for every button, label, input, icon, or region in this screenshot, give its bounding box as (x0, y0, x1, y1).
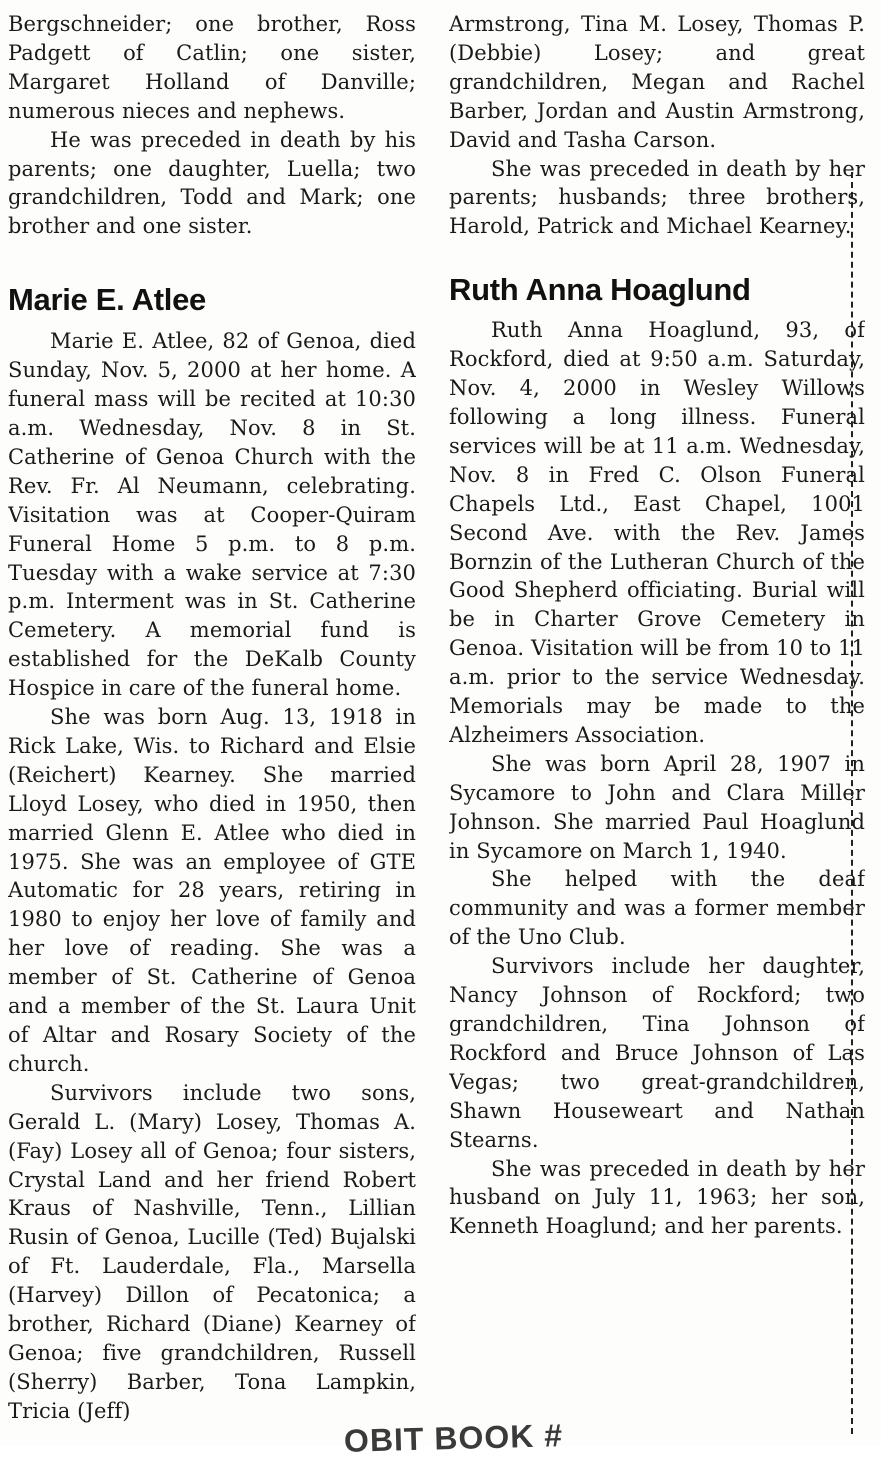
obituary-paragraph: Marie E. Atlee, 82 of Genoa, died Sunday, Nov. 5, 2000 at her home. A funeral mass will be recited at 10:30 a.m. Wednesday, Nov. 8 in St. Catherine of Genoa Church with the Rev. Fr. Al Neumann, celebrating. Visitation was at Cooper-Quiram Funeral Home 5 p.m. to 8 p.m. Tuesday with a wake service at 7:30 p.m. Interment was in St. Catherine Cemetery. A memorial fund is established for the DeKalb County Hospice in care of the funeral home. (8, 329, 416, 701)
continued-paragraph: He was preceded in death by his parents; one daughter, Luella; two grandchildren, Todd and Mark; one brother and one sister. (8, 127, 416, 239)
obit-book-stamp: OBIT BOOK # (343, 1417, 564, 1459)
obituary-paragraph: Ruth Anna Hoaglund, 93, of Rockford, died at 9:50 a.m. Saturday, Nov. 4, 2000 in Wesley Willows following a long illness. Funeral services will be at 11 a.m. Wednesday, Nov. 8 in Fred C. Olson Funeral Chapels Ltd., East Chapel, 1001 Second Ave. with the Rev. James Bornzin of the Lutheran Church of the Good Shepherd officiating. Burial will be in Charter Grove Cemetery in Genoa. Visitation will be from 10 to 11 a.m. prior to the service Wednesday. Memorials may be made to the Alzheimers Association. (449, 318, 865, 747)
continued-paragraph: Armstrong, Tina M. Losey, Thomas P. (Debbie) Losey; and great grandchildren, Megan and Rachel Barber, Jordan and Austin Armstrong, David and Tasha Carson. (449, 12, 865, 152)
obituary-paragraph: Survivors include her daughter, Nancy Johnson of Rockford; two grandchildren, Tina Johnson of Rockford and Bruce Johnson of Las Vegas; two great-grandchildren, Shawn Houseweart and Nathan Stearns. (449, 954, 865, 1152)
left-column (8, 10, 416, 1440)
obituary-heading-atlee: Marie E. Atlee (8, 282, 206, 318)
obituary-paragraph: She was born Aug. 13, 1918 in Rick Lake, Wis. to Richard and Elsie (Reichert) Kearney. She married Lloyd Losey, who died in 1950, then married Glenn E. Atlee who died in 1975. She was an employee of GTE Automatic for 28 years, retiring in 1980 to enjoy her love of family and her love of reading. She was a member of St. Catherine of Genoa and a member of the St. Laura Unit of Altar and Rosary Society of the church. (8, 705, 416, 1076)
obituary-paragraph: She helped with the deaf community and was a former member of the Uno Club. (449, 867, 865, 950)
right-column (449, 10, 865, 1420)
continued-paragraph: Bergschneider; one brother, Ross Padgett of Catlin; one sister, Margaret Holland of Danville; numerous nieces and nephews. (8, 12, 416, 123)
obituary-paragraph: She was born April 28, 1907 in Sycamore to John and Clara Miller Johnson. She married Paul Hoaglund in Sycamore on March 1, 1940. (449, 751, 865, 863)
obituary-paragraph: Survivors include two sons, Gerald L. (Mary) Losey, Thomas A. (Fay) Losey all of Genoa; four sisters, Crystal Land and her friend Robert Kraus of Nashville, Tenn., Lillian Rusin of Genoa, Lucille (Ted) Bujalski of Ft. Lauderdale, Fla., Marsella (Harvey) Dillon of Pecatonica; a brother, Richard (Diane) Kearney of Genoa; five grandchildren, Russell (Sherry) Barber, Tona Lampkin, Tricia (Jeff) (8, 1080, 416, 1423)
obituary-paragraph: She was preceded in death by her husband on July 11, 1963; her son, Kenneth Hoaglund; and her parents. (449, 1156, 865, 1239)
continued-paragraph: She was preceded in death by her parents; husbands; three brothers, Harold, Patrick and Michael Kearney. (449, 156, 865, 239)
dashed-column-rule (851, 172, 853, 1434)
obituary-heading-hoaglund: Ruth Anna Hoaglund (449, 272, 751, 308)
